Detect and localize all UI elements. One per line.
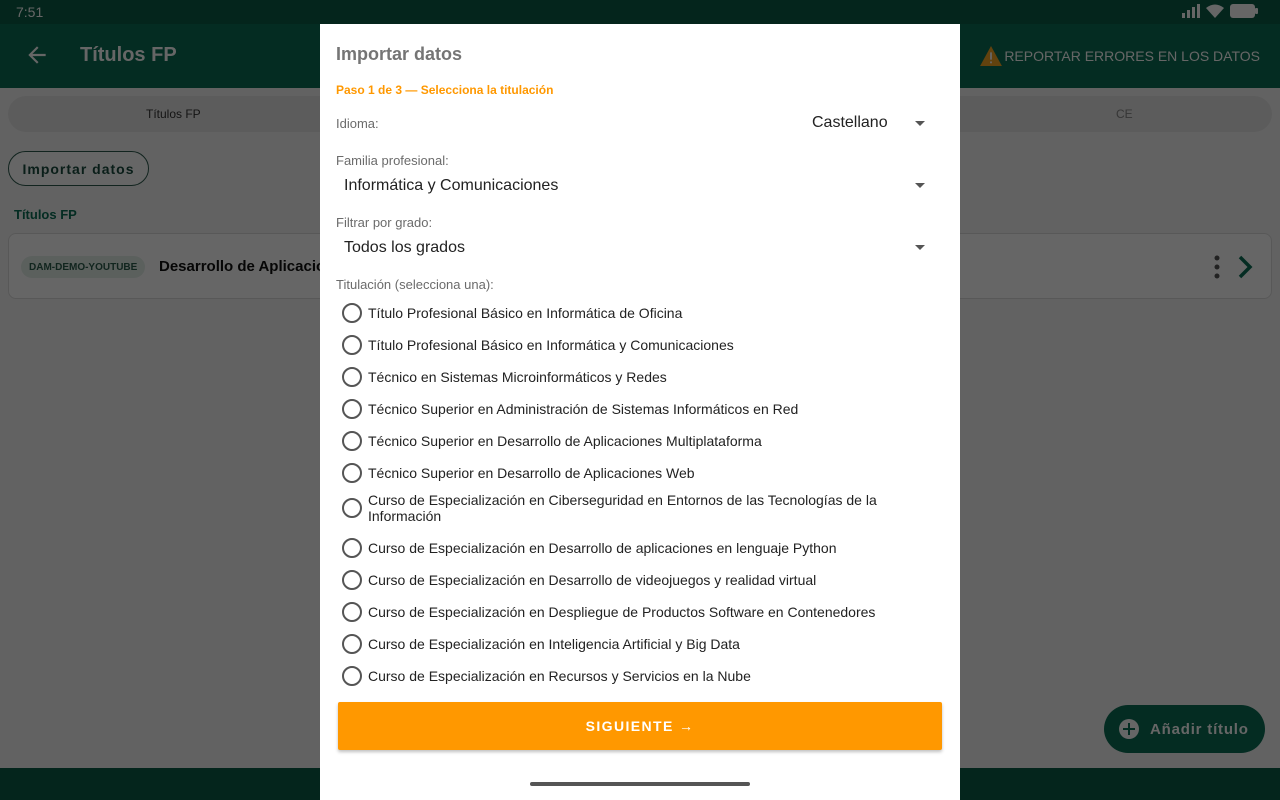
dropdown-arrow-icon [915,121,925,126]
family-label: Familia profesional: [336,153,449,168]
radio-button[interactable] [342,666,362,686]
home-indicator[interactable] [530,782,750,786]
dialog-title: Importar datos [336,44,463,64]
radio-button[interactable] [342,335,362,355]
degree-option[interactable] [342,602,932,622]
degrees-label: Titulación (selecciona una): [336,277,494,292]
radio-button[interactable] [342,303,362,323]
degree-option-label: Título Profesional Básico en Informática y Comunicaciones [368,337,734,353]
family-select[interactable] [336,175,936,199]
radio-button[interactable] [342,634,362,654]
degree-option[interactable] [342,431,932,451]
degree-option-label: Curso de Especialización en Recursos y Servicios en la Nube [368,668,751,684]
degree-option-label: Curso de Especialización en Despliegue de Productos Software en Contenedores [368,604,876,620]
degree-option[interactable] [342,463,932,483]
degree-option-label: Técnico en Sistemas Microinformáticos y Redes [368,369,667,385]
degree-option-label: Curso de Especialización en Desarrollo de aplicaciones en lenguaje Python [368,540,837,556]
import-dialog [320,24,960,800]
degree-option-label: Técnico Superior en Administración de Sistemas Informáticos en Red [368,401,799,417]
step-indicator: Paso 1 de 3 — Selecciona la titulación [336,83,554,97]
dropdown-arrow-icon [915,245,925,250]
grade-select[interactable] [336,237,936,261]
degree-option[interactable] [342,570,932,590]
dropdown-arrow-icon [915,183,925,188]
degree-option[interactable] [342,335,932,355]
degree-option-label: Curso de Especialización en Ciberseguridad en Entornos de las Tecnologías de la Información [368,492,877,524]
degree-option-label: Título Profesional Básico en Informática de Oficina [368,305,683,321]
family-value: Informática y Comunicaciones [344,177,559,194]
degree-option[interactable] [342,634,932,654]
degree-option-label: Técnico Superior en Desarrollo de Aplicaciones Multiplataforma [368,433,762,449]
radio-button[interactable] [342,498,362,518]
degree-option-label: Curso de Especialización en Desarrollo de videojuegos y realidad virtual [368,572,817,588]
degree-option[interactable] [342,367,932,387]
grade-label: Filtrar por grado: [336,215,433,230]
language-value: Castellano [812,114,888,131]
degree-option-label: Técnico Superior en Desarrollo de Aplicaciones Web [368,465,695,481]
degree-option[interactable] [342,303,932,323]
radio-button[interactable] [342,538,362,558]
degree-option[interactable] [342,538,932,558]
radio-button[interactable] [342,399,362,419]
language-label: Idioma: [336,116,379,131]
next-button[interactable]: SIGUIENTE → [338,702,942,750]
radio-button[interactable] [342,367,362,387]
radio-button[interactable] [342,602,362,622]
radio-button[interactable] [342,431,362,451]
radio-button[interactable] [342,570,362,590]
degree-option[interactable] [342,492,932,524]
degree-option[interactable] [342,399,932,419]
radio-button[interactable] [342,463,362,483]
degree-option[interactable] [342,666,932,686]
language-select[interactable] [812,114,932,134]
degree-option-label: Curso de Especialización en Inteligencia Artificial y Big Data [368,636,740,652]
grade-value: Todos los grados [344,239,465,256]
